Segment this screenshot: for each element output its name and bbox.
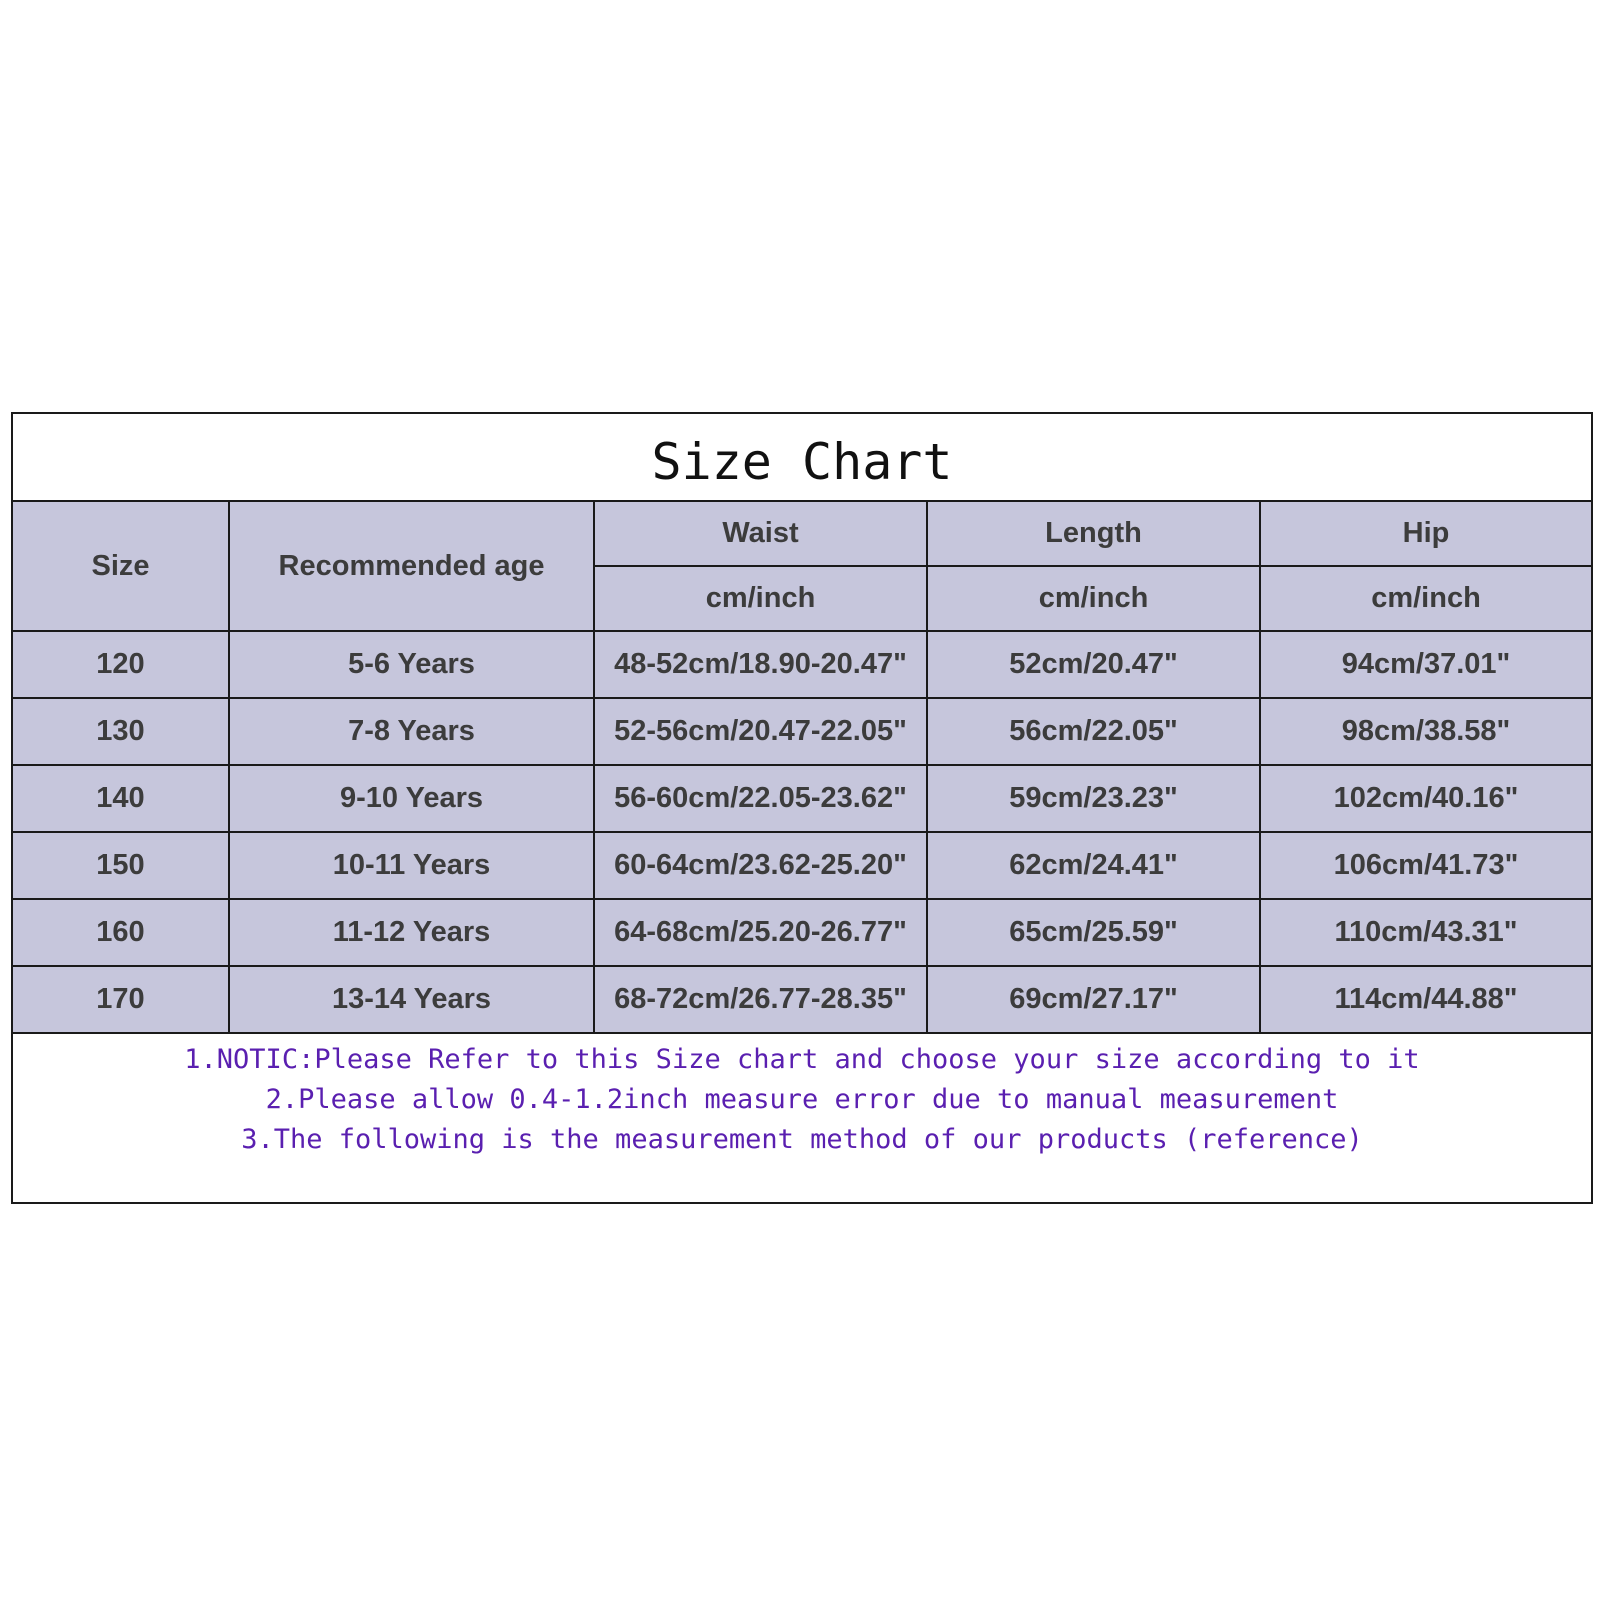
header-waist: Waist [594,502,927,566]
size-chart-panel [11,412,1593,1204]
table-row [13,765,1591,832]
notes [13,1034,1591,1160]
unit-length: cm/inch [927,566,1260,631]
cell-size: 140 [13,765,229,832]
cell-hip: 106cm/41.73" [1260,832,1591,899]
cell-length: 65cm/25.59" [927,899,1260,966]
cell-length: 52cm/20.47" [927,631,1260,698]
cell-waist: 48-52cm/18.90-20.47" [594,631,927,698]
header-hip: Hip [1260,502,1591,566]
cell-age: 10-11 Years [229,832,594,899]
table-row [13,832,1591,899]
table-row [13,966,1591,1033]
header-length: Length [927,502,1260,566]
table-row [13,631,1591,698]
unit-waist: cm/inch [594,566,927,631]
cell-hip: 102cm/40.16" [1260,765,1591,832]
unit-hip: cm/inch [1260,566,1591,631]
cell-length: 56cm/22.05" [927,698,1260,765]
cell-size: 160 [13,899,229,966]
table-row [13,899,1591,966]
page-title: Size Chart [13,414,1591,502]
cell-length: 59cm/23.23" [927,765,1260,832]
cell-waist: 68-72cm/26.77-28.35" [594,966,927,1033]
cell-age: 9-10 Years [229,765,594,832]
table-row [13,698,1591,765]
cell-age: 7-8 Years [229,698,594,765]
cell-age: 5-6 Years [229,631,594,698]
cell-age: 11-12 Years [229,899,594,966]
cell-waist: 60-64cm/23.62-25.20" [594,832,927,899]
cell-length: 62cm/24.41" [927,832,1260,899]
cell-hip: 94cm/37.01" [1260,631,1591,698]
cell-hip: 114cm/44.88" [1260,966,1591,1033]
header-recommended-age: Recommended age [229,502,594,631]
note-line-3: 3.The following is the measurement method of our products (reference) [241,1124,1363,1155]
cell-waist: 64-68cm/25.20-26.77" [594,899,927,966]
note-line-2: 2.Please allow 0.4-1.2inch measure error due to manual measurement [265,1084,1339,1115]
cell-waist: 56-60cm/22.05-23.62" [594,765,927,832]
note-line-1: 1.NOTIC:Please Refer to this Size chart and choose your size according to it [184,1044,1420,1075]
cell-size: 130 [13,698,229,765]
header-size: Size [13,502,229,631]
cell-size: 150 [13,832,229,899]
cell-hip: 98cm/38.58" [1260,698,1591,765]
cell-age: 13-14 Years [229,966,594,1033]
cell-waist: 52-56cm/20.47-22.05" [594,698,927,765]
cell-hip: 110cm/43.31" [1260,899,1591,966]
size-table [13,502,1591,1034]
table-header-row [13,502,1591,566]
cell-length: 69cm/27.17" [927,966,1260,1033]
cell-size: 120 [13,631,229,698]
cell-size: 170 [13,966,229,1033]
